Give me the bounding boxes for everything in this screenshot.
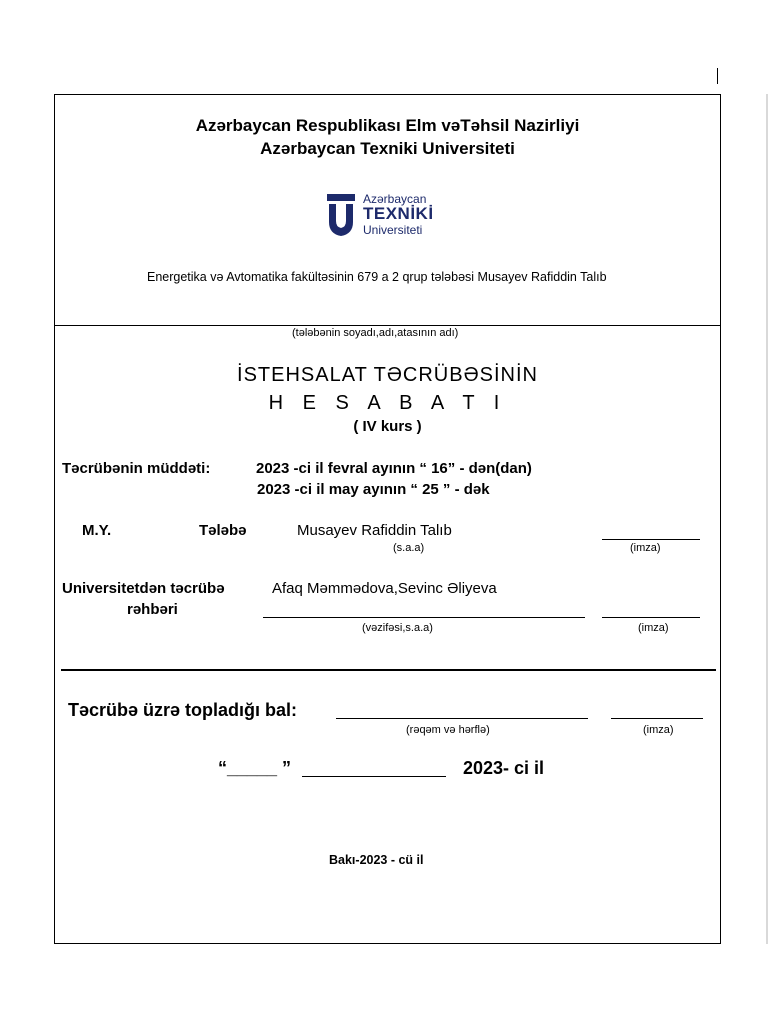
score-value-line [336, 718, 588, 719]
city-year: Bakı-2023 - cü il [329, 853, 424, 867]
date-day: “_____ ” [218, 758, 292, 778]
logo-line2: TEXNİKİ [363, 204, 434, 223]
course-label: ( IV kurs ) [353, 418, 422, 435]
score-label: Təcrübə üzrə topladığı bal: [68, 700, 298, 720]
duration-from: 2023 -ci il fevral ayının “ 16” - dən(dan) [256, 460, 532, 477]
supervisor-label-line2: rəhbəri [127, 601, 178, 618]
ministry-header [54, 114, 721, 160]
logo-line3: Universiteti [363, 223, 423, 237]
supervisor-name-line [263, 617, 585, 618]
supervisor-names-hint: (vəzifəsi,s.a.a) [362, 622, 433, 634]
report-title-line2: H E S A B A T I [268, 392, 507, 414]
ministry-name: Azərbaycan Respublikası Elm vəTəhsil Nazirliyi [195, 116, 580, 135]
report-title-line1: İSTEHSALAT TƏCRÜBƏSİNİN [237, 364, 538, 386]
score-signature-hint: (imza) [643, 724, 674, 736]
supervisor-names: Afaq Məmmədova,Sevinc Əliyeva [272, 580, 497, 597]
seal-label: M.Y. [82, 522, 112, 539]
shield-icon [327, 194, 355, 236]
student-info-line: Energetika və Avtomatika fakültəsinin 679 a 2 qrup tələbəsi Musayev Rafiddin Talıb [147, 270, 607, 284]
header-divider [55, 325, 721, 326]
student-label: Tələbə [199, 522, 247, 539]
student-info-hint: (tələbənin soyadı,adı,atasının adı) [292, 327, 459, 339]
date-year: 2023- ci il [463, 758, 545, 778]
duration-label: Təcrübənin müddəti: [62, 460, 211, 477]
university-logo [327, 192, 451, 240]
student-signature-line [602, 539, 700, 540]
duration-to: 2023 -ci il may ayının “ 25 ” - dək [257, 481, 490, 498]
date-month-line [302, 776, 446, 777]
student-signature-hint: (imza) [630, 542, 661, 554]
university-name: Azərbaycan Texniki Universiteti [260, 139, 515, 158]
student-name-hint: (s.a.a) [393, 542, 425, 554]
supervisor-signature-hint: (imza) [638, 622, 669, 634]
student-name: Musayev Rafiddin Talıb [297, 522, 452, 539]
supervisor-label-line1: Universitetdən təcrübə [62, 580, 225, 597]
score-signature-line [611, 718, 703, 719]
page-edge-mark [717, 68, 718, 84]
logo-line1: Azərbaycan [363, 192, 427, 206]
score-value-hint: (rəqəm və hərflə) [406, 724, 490, 736]
supervisor-signature-line [602, 617, 700, 618]
section-divider [61, 669, 716, 671]
